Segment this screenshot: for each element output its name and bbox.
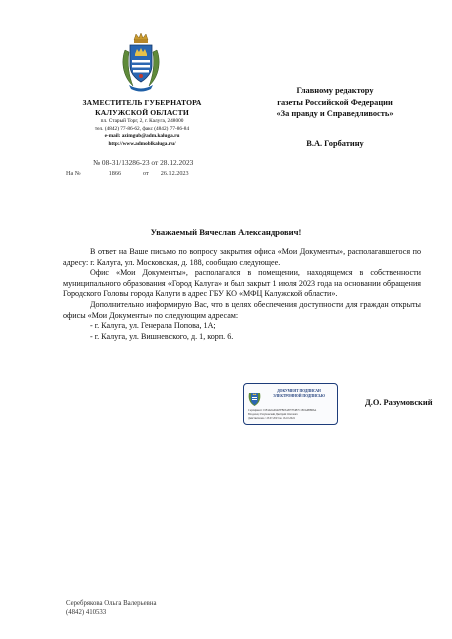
stamp-validity: Действителен с 23.07.2023 по 16.10.2024 [248, 417, 295, 420]
addressee-line3: «За правду и Справедливость» [276, 109, 394, 118]
electronic-signature-stamp [243, 383, 338, 425]
signer-name: Д.О. Разумовский [365, 398, 433, 407]
addressee-block [250, 85, 420, 120]
stamp-certificate: Сертификат: 01F4A0A00AEFB03AB77E4B7C1E0A6BB66A [248, 409, 317, 412]
issuer-title-line1: ЗАМЕСТИТЕЛЬ ГУБЕРНАТОРА [82, 98, 202, 107]
addressee-name: В.А. Горбатину [306, 139, 364, 148]
letter-body [63, 247, 421, 342]
issuer-title [60, 98, 224, 118]
letter-paragraph-1: В ответ на Ваше письмо по вопросу закрытия офиса «Мои Документы», располагавшегося по адресу: г. Калуга, ул. Московская, д. 188, сообщаю следующее. [63, 247, 421, 267]
issuer-address: пл. Старый Торг, 2, г. Калуга, 248000 [100, 118, 184, 124]
issuer-contacts [60, 118, 224, 148]
outgoing-registration [93, 158, 193, 167]
stamp-title-line2: ЭЛЕКТРОННОЙ ПОДПИСЬЮ [273, 393, 325, 398]
reply-to-number: 1866 [108, 170, 122, 177]
issuer-website: http://www.admoblkaluga.ru/ [108, 140, 176, 147]
outgoing-from-word: от [151, 158, 159, 167]
coat-of-arms-emblem [119, 32, 163, 92]
reply-to-from-word: от [143, 170, 149, 177]
stamp-coat-of-arms-icon [248, 390, 261, 407]
outgoing-date: 28.12.2023 [160, 158, 194, 167]
issuer-email: e-mail: azimgub@adm.kaluga.ru [104, 133, 180, 140]
outgoing-number: № 08-31/13286-23 [93, 158, 150, 167]
executor-phone: (4842) 410533 [66, 608, 107, 616]
issuer-title-line2: КАЛУЖСКОЙ ОБЛАСТИ [95, 108, 189, 117]
stamp-owner: Владелец: Разумовский Дмитрий Олегович [248, 413, 298, 416]
letter-paragraph-3: Дополнительно информирую Вас, что в целях обеспечения доступности для граждан открыты офисы «Мои Документы» по следующим адресам: [63, 299, 421, 320]
office-address-1: - г. Калуга, ул. Генерала Попова, 1А; [90, 321, 216, 331]
executor-name: Серебрякова Ольга Валерьевна [66, 600, 157, 607]
letter-paragraph-2: Офис «Мои Документы», располагался в помещении, находящемся в собственности муниципального образования «Город Калуга» и был закрыт 1 июля 2023 года на основании обращения Городского Головы города Калуги в адрес ГБУ КО «МФЦ Калужской области». [63, 268, 421, 299]
letter-greeting: Уважаемый Вячеслав Александрович! [150, 227, 302, 237]
addressee-line2: газеты Российской Федерации [277, 97, 393, 107]
stamp-title [265, 389, 333, 398]
stamp-title-line1: ДОКУМЕНТ ПОДПИСАН [277, 389, 321, 393]
office-address-2: - г. Калуга, ул. Вишневского, д. 1, корп. 6. [90, 331, 234, 341]
reply-to-date: 26.12.2023 [160, 170, 189, 177]
reply-to-registration [66, 170, 189, 177]
addressee-line1: Главному редактору [296, 86, 374, 95]
issuer-phones: тел. (4842) 77-86-62, факс (4842) 77-86-84 [94, 125, 190, 132]
executor-block [66, 600, 157, 617]
reply-to-label: На № [66, 170, 81, 177]
